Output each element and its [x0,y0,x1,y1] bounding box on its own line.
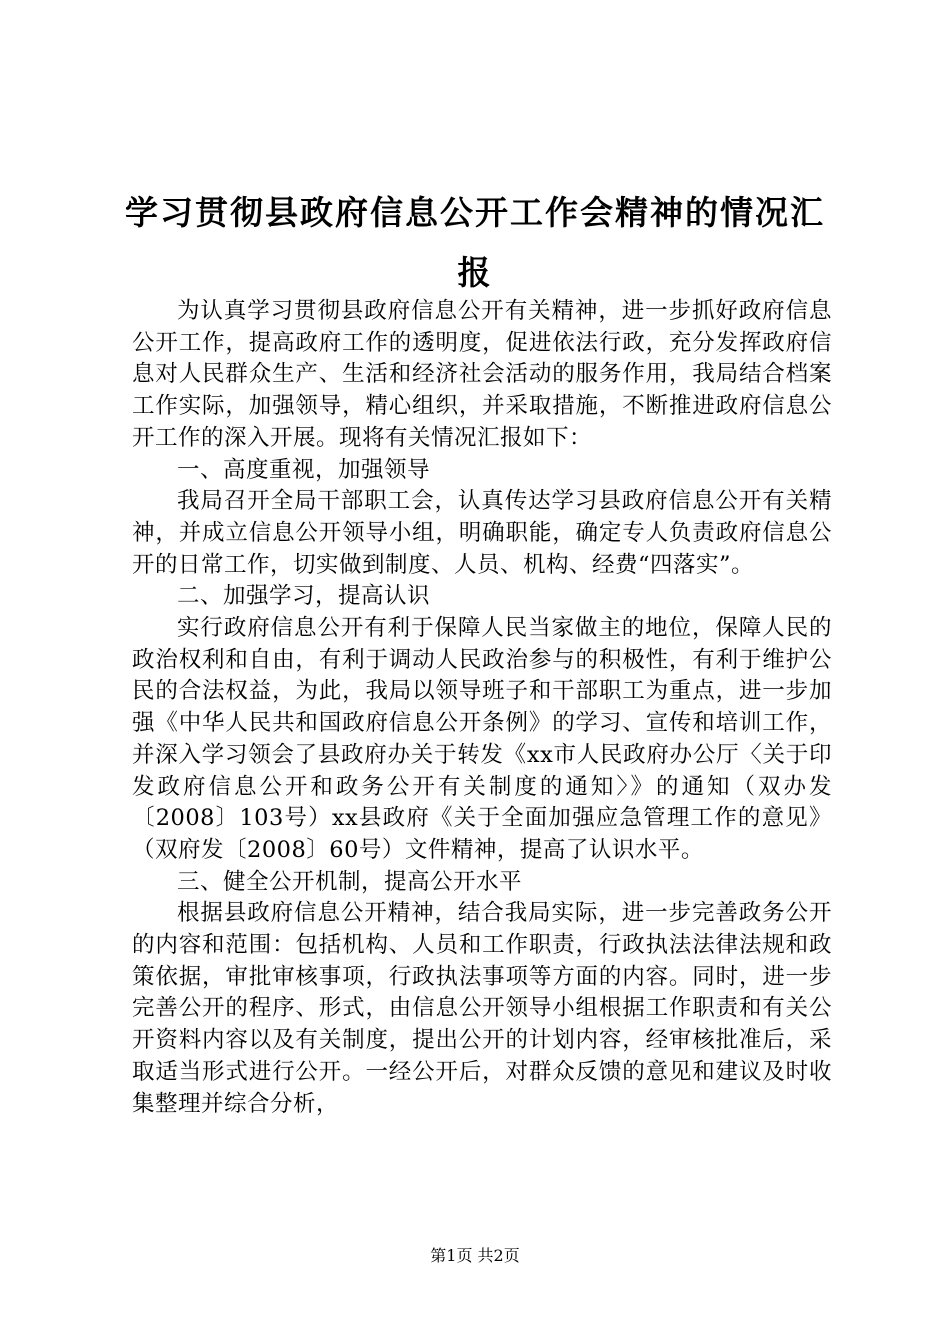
paragraph-section-2: 实行政府信息公开有利于保障人民当家做主的地位，保障人民的政治权利和自由，有利于调动人民政治参与的积极性，有利于维护公民的合法权益，为此，我局以领导班子和干部职工为重点，进一步加强《中华人民共和国政府信息公开条例》的学习、宣传和培训工作，并深入学习领会了县政府办关于转发《xx市人民政府办公厅〈关于印发政府信息公开和政务公开有关制度的通知〉》的通知（双办发〔2008〕103号）xx县政府《关于全面加强应急管理工作的意见》（双府发〔2008〕60号）文件精神，提高了认识水平。 [132,615,832,863]
paragraph-intro: 为认真学习贯彻县政府信息公开有关精神，进一步抓好政府信息公开工作，提高政府工作的透明度，促进依法行政，充分发挥政府信息对人民群众生产、生活和经济社会活动的服务作用，我局结合档案工作实际，加强领导，精心组织，并采取措施，不断推进政府信息公开工作的深入开展。现将有关情况汇报如下： [132,298,832,451]
document-body [132,296,832,1120]
paragraph-section-3: 根据县政府信息公开精神，结合我局实际，进一步完善政务公开的内容和范围：包括机构、人员和工作职责，行政执法法律法规和政策依据，审批审核事项，行政执法事项等方面的内容。同时，进一步完善公开的程序、形式，由信息公开领导小组根据工作职责和有关公开资料内容以及有关制度，提出公开的计划内容，经审核批准后，采取适当形式进行公开。一经公开后，对群众反馈的意见和建议及时收集整理并综合分析， [132,900,832,1117]
section-heading-2: 二、加强学习，提高认识 [177,583,431,610]
paragraph-section-1: 我局召开全局干部职工会，认真传达学习县政府信息公开有关精神，并成立信息公开领导小组，明确职能，确定专人负责政府信息公开的日常工作，切实做到制度、人员、机构、经费“四落实”。 [132,488,832,578]
document-title: 学习贯彻县政府信息公开工作会精神的情况汇报 [125,193,825,292]
section-heading-1: 一、高度重视，加强领导 [177,456,431,483]
page-number-footer: 第1页 共2页 [430,1246,520,1265]
section-heading-3: 三、健全公开机制，提高公开水平 [177,868,523,895]
